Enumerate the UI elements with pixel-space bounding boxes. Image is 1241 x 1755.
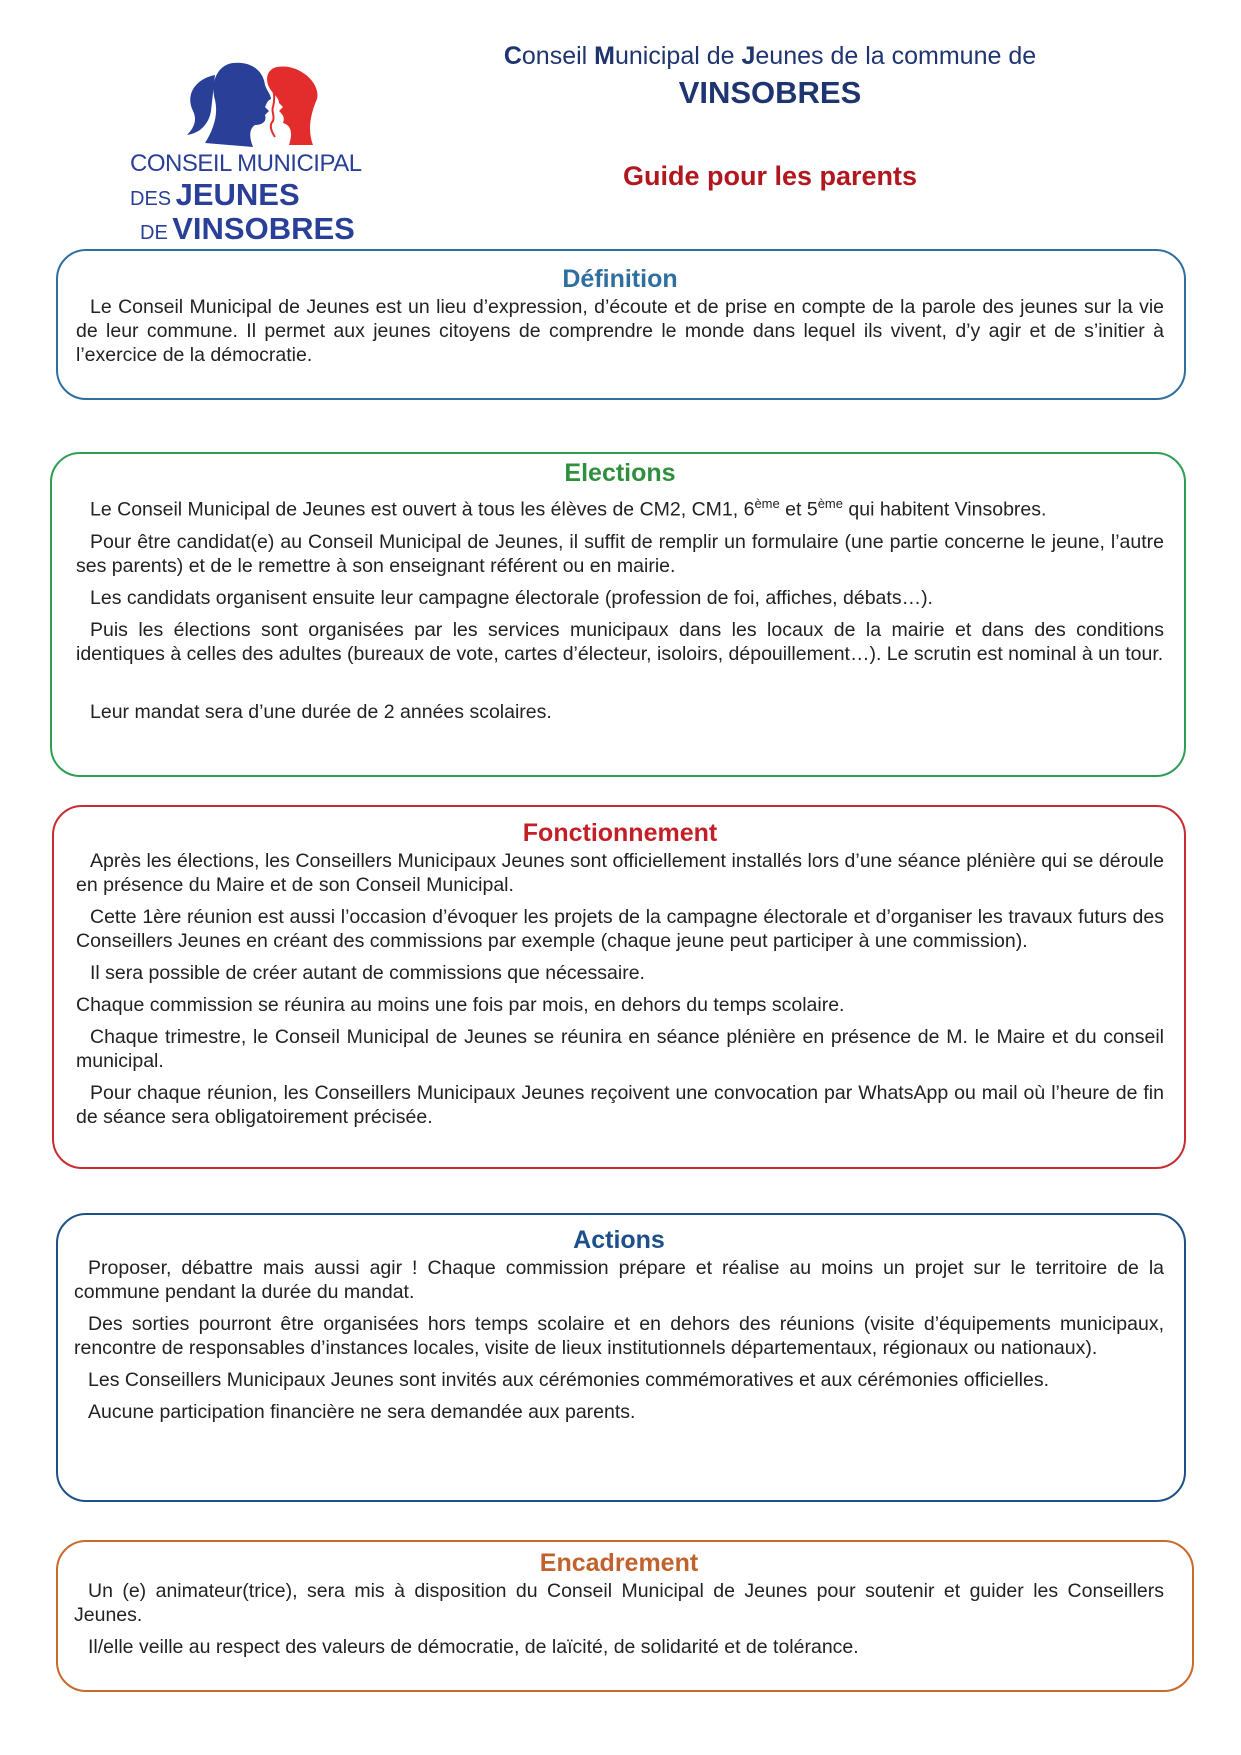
elections-paragraph-4: Puis les élections sont organisées par les services municipaux dans les locaux de la mairie et dans des conditions identiques à celles des adultes (bureaux de vote, cartes d’électeur, isoloirs, dépouillement…). Le scrutin est nominal à un tour. [76, 618, 1164, 665]
encadrement-paragraph-2: Il/elle veille au respect des valeurs de démocratie, de laïcité, de solidarité et de tolérance. [88, 1636, 859, 1658]
logo-jeunes: JEUNES [175, 177, 300, 212]
elections-paragraph-1: Le Conseil Municipal de Jeunes est ouvert à tous les élèves de CM2, CM1, 6ème et 5ème qui habitent Vinsobres. [90, 496, 1047, 521]
fonctionnement-paragraph-4: Chaque commission se réunira au moins une fois par mois, en dehors du temps scolaire. [76, 994, 845, 1016]
fonctionnement-title: Fonctionnement [522, 819, 718, 847]
fonctionnement-paragraph-2: Cette 1ère réunion est aussi l’occasion d’évoquer les projets de la campagne électorale et d’organiser les travaux futurs des Conseillers Jeunes en créant des commissions par exemple (chaque jeune peut participer à une commission). [76, 906, 1164, 952]
encadrement-title: Encadrement [539, 1549, 699, 1577]
encadrement-section [56, 1540, 1194, 1692]
actions-title: Actions [573, 1226, 665, 1254]
header-council-name: Conseil Municipal de Jeunes de la commune de [503, 42, 1037, 70]
fonctionnement-paragraph-3: Il sera possible de créer autant de commissions que nécessaire. [90, 962, 645, 984]
logo-line-3 [140, 211, 355, 247]
logo-vinsobres: VINSOBRES [172, 211, 355, 246]
elections-section [50, 452, 1186, 777]
faces-silhouette-icon [175, 55, 325, 155]
page-title: Guide pour les parents [622, 161, 918, 191]
definition-paragraph: Le Conseil Municipal de Jeunes est un lieu d’expression, d’écoute et de prise en compte de la parole des jeunes sur la vie de leur commune. Il permet aux jeunes citoyens de comprendre le monde dans lequel ils vivent, d’y agir et de s’initier à l’exercice de la démocratie. [76, 296, 1164, 366]
cmj-logo [125, 55, 380, 245]
fonctionnement-paragraph-1: Après les élections, les Conseillers Municipaux Jeunes sont officiellement installés lors d’une séance plénière qui se déroule en présence du Maire et de son Conseil Municipal. [76, 850, 1164, 896]
elections-paragraph-3: Les candidats organisent ensuite leur campagne électorale (profession de foi, affiches, débats…). [90, 586, 933, 609]
actions-paragraph-1: Proposer, débattre mais aussi agir ! Chaque commission prépare et réalise au moins un projet sur le territoire de la commune pendant la durée du mandat. [74, 1257, 1164, 1303]
logo-de: DE [140, 222, 168, 244]
logo-des: DES [130, 188, 172, 210]
encadrement-paragraph-1: Un (e) animateur(trice), sera mis à disposition du Conseil Municipal de Jeunes pour soutenir et guider les Conseillers Jeunes. [74, 1580, 1164, 1626]
definition-section [56, 249, 1186, 400]
actions-paragraph-3: Les Conseillers Municipaux Jeunes sont invités aux cérémonies commémoratives et aux cérémonies officielles. [88, 1369, 1049, 1391]
fonctionnement-paragraph-6: Pour chaque réunion, les Conseillers Municipaux Jeunes reçoivent une convocation par WhatsApp ou mail où l’heure de fin de séance sera obligatoirement précisée. [76, 1082, 1164, 1128]
elections-paragraph-5: Leur mandat sera d’une durée de 2 années scolaires. [90, 700, 552, 723]
header-commune: VINSOBRES [678, 75, 862, 110]
actions-paragraph-4: Aucune participation financière ne sera demandée aux parents. [88, 1401, 636, 1423]
definition-title: Définition [562, 265, 678, 293]
fonctionnement-paragraph-5: Chaque trimestre, le Conseil Municipal de Jeunes se réunira en séance plénière en présence de M. le Maire et du conseil municipal. [76, 1026, 1164, 1072]
actions-paragraph-2: Des sorties pourront être organisées hors temps scolaire et en dehors des réunions (visite d’équipements municipaux, rencontre de responsables d’instances locales, visite de lieux institutionnels départementaux, régionaux ou nationaux). [74, 1313, 1164, 1359]
logo-line-1: CONSEIL MUNICIPAL [130, 150, 362, 177]
actions-section [56, 1213, 1186, 1502]
fonctionnement-section [52, 805, 1186, 1169]
elections-paragraph-2: Pour être candidat(e) au Conseil Municipal de Jeunes, il suffit de remplir un formulaire (une partie concerne le jeune, l’autre ses parents) et de le remettre à son enseignant référent ou en mairie. [76, 530, 1164, 577]
logo-line-2 [130, 177, 300, 213]
elections-title: Elections [564, 459, 676, 487]
